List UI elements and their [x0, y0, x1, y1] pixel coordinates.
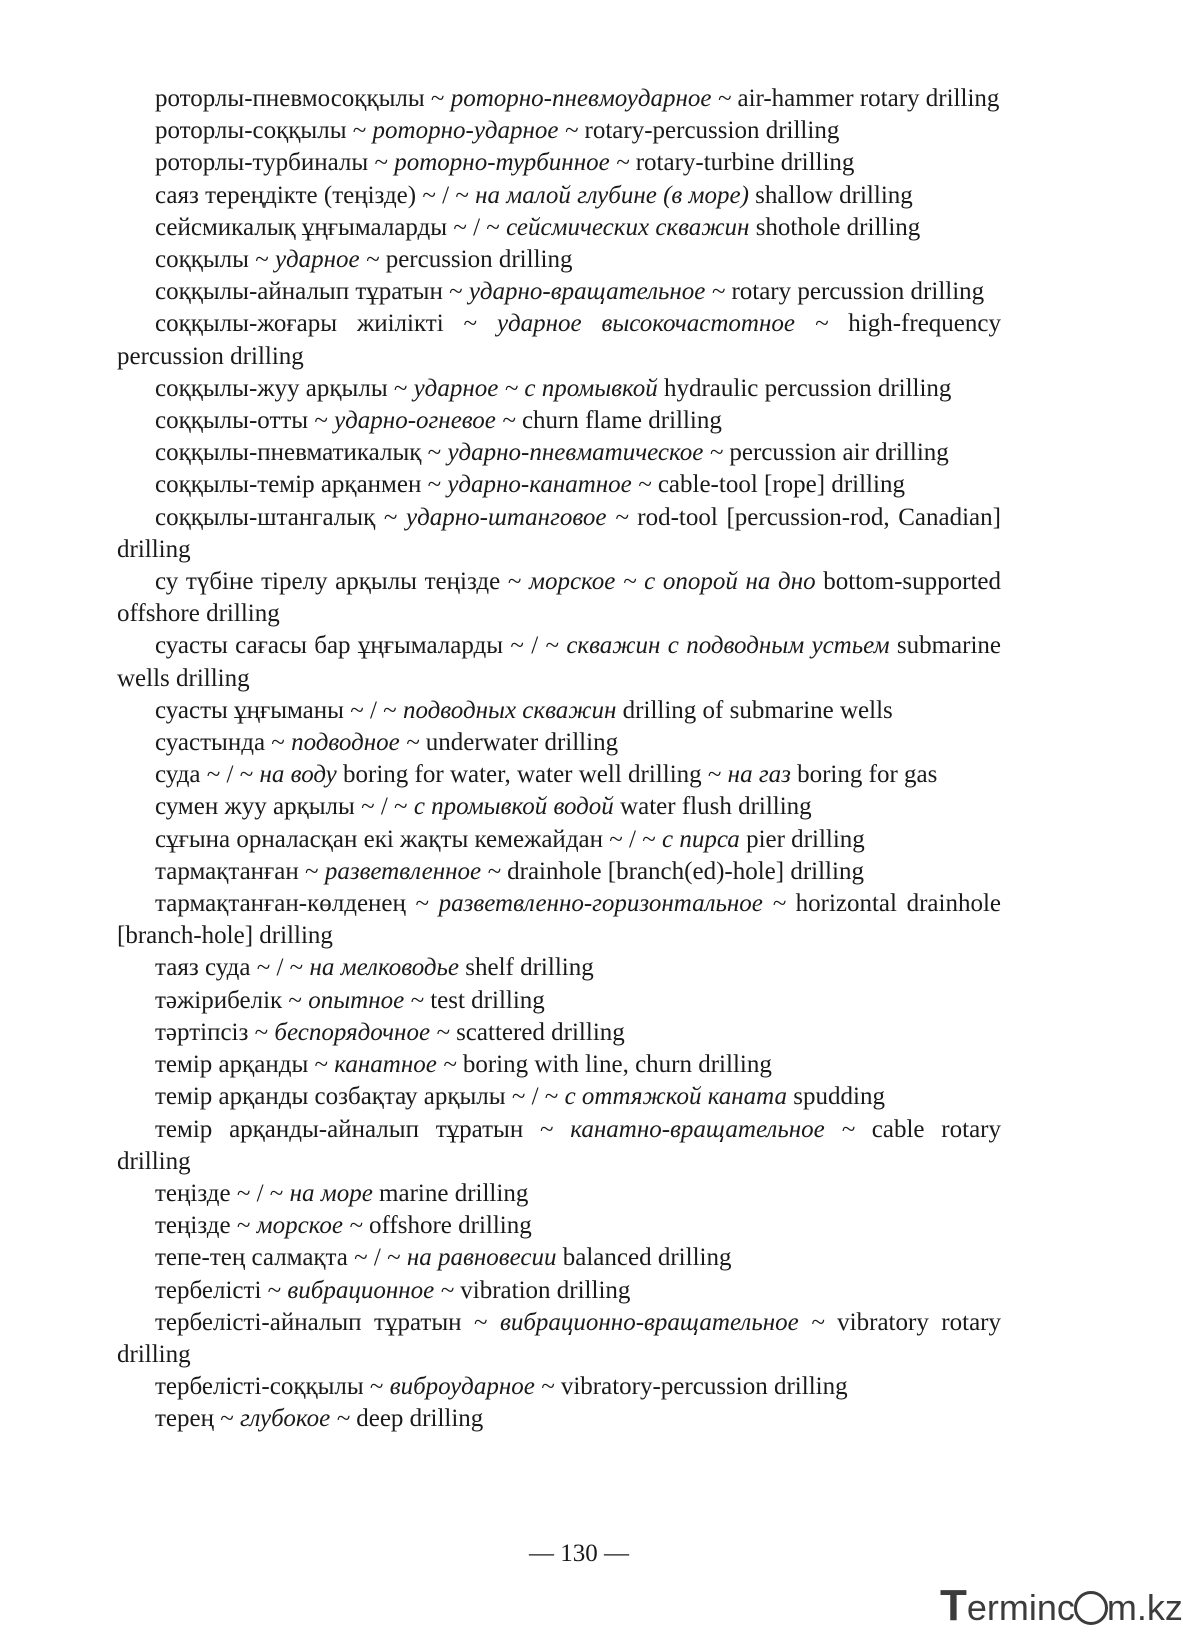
logo-text-suffix: m.kz: [1106, 1587, 1183, 1628]
russian-term: ударное ~ с промывкой: [413, 374, 658, 402]
logo-letter: T: [940, 1581, 967, 1630]
kazakh-term: суастында ~: [155, 729, 292, 757]
kazakh-term: теңізде ~ / ~: [155, 1179, 290, 1207]
russian-term: разветвленно-горизонтальное ~: [438, 890, 787, 918]
dictionary-entry: [117, 856, 1001, 888]
english-term: underwater drilling: [419, 729, 619, 757]
kazakh-term: тербелісті-соққылы ~: [155, 1373, 390, 1401]
kazakh-term: таяз суда ~ / ~: [155, 954, 310, 982]
dictionary-entry: [117, 1275, 1001, 1307]
english-term: balanced drilling: [556, 1244, 732, 1272]
dictionary-entry: [117, 791, 1001, 823]
dictionary-entry: [117, 1403, 1001, 1435]
dictionary-entry: [117, 502, 1001, 566]
russian-term: беспорядочное ~: [274, 1018, 450, 1046]
dictionary-entry: [117, 405, 1001, 437]
english-term: rotary percussion drilling: [725, 278, 985, 306]
dictionary-entry: [117, 1114, 1001, 1178]
kazakh-term: теңізде ~: [155, 1212, 257, 1240]
english-term: horizontal drainhole [branch-hole] drilling: [117, 890, 1001, 950]
russian-term: ударное высокочастотное ~: [496, 310, 829, 338]
russian-term: с оттяжкой каната: [564, 1083, 788, 1111]
dictionary-entry: [117, 373, 1001, 405]
russian-term: ударно-канатное ~: [447, 471, 652, 499]
russian-term: на равновесии: [406, 1244, 557, 1272]
kazakh-term: соққылы-отты ~: [155, 407, 335, 435]
english-term: pier drilling: [739, 825, 865, 853]
english-term: air-hammer rotary drilling: [731, 85, 1000, 112]
dictionary-entry: [117, 727, 1001, 759]
russian-term: вибрационное ~: [287, 1276, 455, 1304]
english-term: shallow drilling: [748, 181, 913, 209]
russian-term: на море: [289, 1179, 373, 1207]
english-term: boring with line, churn drilling: [456, 1051, 772, 1079]
english-term: high-frequency percussion drilling: [117, 310, 1001, 370]
kazakh-term: темір арқанды созбақтау арқылы ~ / ~: [155, 1083, 565, 1111]
english-term: vibration drilling: [454, 1276, 631, 1304]
dictionary-entry: [117, 469, 1001, 501]
english-term: percussion drilling: [379, 246, 573, 274]
english-term: shothole drilling: [749, 213, 921, 241]
page-number: — 130 —: [529, 1540, 629, 1567]
russian-term: разветвленное ~: [324, 857, 501, 885]
dictionary-entry: [117, 1049, 1001, 1081]
kazakh-term: темір арқанды ~: [155, 1051, 335, 1079]
english-term: test drilling: [423, 986, 545, 1014]
dictionary-entry: [117, 147, 1001, 179]
dictionary-entry: [117, 244, 1001, 276]
dictionary-entry: [117, 437, 1001, 469]
dictionary-entries: [117, 83, 1001, 1436]
english-term: submarine wells drilling: [117, 632, 1001, 692]
kazakh-term: соққылы-темір арқанмен ~: [155, 471, 448, 499]
english-term: vibratory rotary drilling: [117, 1308, 1001, 1368]
kazakh-term: терең ~: [155, 1405, 241, 1433]
kazakh-term: темір арқанды-айналып тұратын ~: [155, 1115, 571, 1143]
kazakh-term: соққылы-жуу арқылы ~: [155, 374, 414, 402]
dictionary-entry: [117, 888, 1001, 952]
dictionary-entry: [117, 83, 1001, 115]
dictionary-entry: [117, 1178, 1001, 1210]
logo-ring-icon: [1077, 1594, 1105, 1622]
kazakh-term: соққылы-жоғары жиілікті ~: [155, 310, 497, 338]
english-term: water flush drilling: [613, 793, 812, 821]
english-term: drilling of submarine wells: [616, 696, 893, 724]
kazakh-term: суда ~ / ~: [155, 761, 260, 789]
english-term: boring for water, water well drilling ~: [336, 761, 728, 789]
russian-term: ударно-вращательное ~: [468, 278, 726, 306]
kazakh-term: тербелісті ~: [155, 1276, 288, 1304]
russian-term: ударно-пневматическое ~: [447, 439, 724, 467]
kazakh-term: роторлы-пневмосоққылы ~: [155, 85, 451, 112]
russian-term: скважин с подводным устьем: [566, 632, 890, 660]
dictionary-entry: [117, 985, 1001, 1017]
english-term: drainhole [branch(ed)-hole] drilling: [500, 857, 864, 885]
kazakh-term: тәжірибелік ~: [155, 986, 309, 1014]
russian-term: на малой глубине (в море): [475, 181, 749, 209]
russian-term: на мелководье: [309, 954, 460, 982]
english-term: percussion air drilling: [723, 439, 949, 467]
dictionary-entry: [117, 695, 1001, 727]
english-term: churn flame drilling: [515, 407, 722, 435]
dictionary-entry: [117, 1242, 1001, 1274]
english-term: hydraulic percussion drilling: [657, 374, 952, 402]
kazakh-term: соққылы-айналып тұратын ~: [155, 278, 469, 306]
russian-term: роторно-турбинное ~: [394, 149, 630, 177]
english-term: rotary-turbine drilling: [629, 149, 855, 177]
kazakh-term: тәртіпсіз ~: [155, 1018, 275, 1046]
dictionary-entry: [117, 212, 1001, 244]
english-term: rotary-percussion drilling: [578, 117, 840, 145]
dictionary-entry: [117, 1081, 1001, 1113]
english-term: vibratory-percussion drilling: [554, 1373, 848, 1401]
logo-text-middle: erminc: [966, 1587, 1075, 1628]
kazakh-term: суасты ұңғыманы ~ / ~: [155, 696, 403, 724]
dictionary-entry: [117, 952, 1001, 984]
kazakh-term: сейсмикалық ұңғымаларды ~ / ~: [155, 213, 507, 241]
english-term: scattered drilling: [449, 1018, 625, 1046]
dictionary-entry: [117, 1371, 1001, 1403]
dictionary-entry: [117, 308, 1001, 372]
dictionary-entry: [117, 1307, 1001, 1371]
kazakh-term: су түбіне тірелу арқылы теңізде ~: [155, 568, 529, 596]
kazakh-term: тармақтанған-көлденең ~: [155, 890, 439, 918]
english-term: marine drilling: [372, 1179, 529, 1207]
english-term: deep drilling: [349, 1405, 484, 1433]
english-term: cable rotary drilling: [117, 1115, 1002, 1175]
kazakh-term: роторлы-турбиналы ~: [155, 149, 395, 177]
dictionary-entry: [117, 566, 1001, 630]
russian-term: глубокое ~: [240, 1405, 350, 1433]
dictionary-entry: [117, 759, 1001, 791]
english-term: offshore drilling: [362, 1212, 532, 1240]
russian-term: вибрационно-вращательное ~: [499, 1308, 825, 1336]
kazakh-term: соққылы-штангалық ~: [155, 503, 407, 531]
russian-term: роторно-пневмоударное ~: [450, 85, 732, 112]
kazakh-term: роторлы-соққылы ~: [155, 117, 373, 145]
dictionary-entry: [117, 1210, 1001, 1242]
russian-term: канатное ~: [334, 1051, 457, 1079]
russian-term: морское ~ с опорой на дно: [528, 568, 816, 596]
english-term: bottom-supported offshore drilling: [117, 568, 1001, 628]
kazakh-term: сумен жуу арқылы ~ / ~: [155, 793, 414, 821]
termincom-logo: [940, 1581, 1183, 1630]
dictionary-entry: [117, 276, 1001, 308]
russian-term: сейсмических скважин: [506, 213, 750, 241]
russian-term: подводное ~: [291, 729, 420, 757]
kazakh-term: соққылы-пневматикалық ~: [155, 439, 448, 467]
dictionary-entry: [117, 630, 1001, 694]
english-term: spudding: [787, 1083, 885, 1111]
russian-term: роторно-ударное ~: [372, 117, 579, 145]
dictionary-entry: [117, 180, 1001, 212]
russian-term: морское ~: [256, 1212, 363, 1240]
kazakh-term: саяз тереңдікте (теңізде) ~ / ~: [155, 181, 476, 209]
russian-term: ударное ~: [274, 246, 380, 274]
dictionary-entry: [117, 115, 1001, 147]
dictionary-entry: [117, 1017, 1001, 1049]
russian-term: виброударное ~: [389, 1373, 555, 1401]
kazakh-term: суасты сағасы бар ұңғымаларды ~ / ~: [155, 632, 567, 660]
kazakh-term: тербелісті-айналып тұратын ~: [155, 1308, 500, 1336]
kazakh-term: тармақтанған ~: [155, 857, 325, 885]
russian-term: канатно-вращательное ~: [570, 1115, 856, 1143]
russian-term: на воду: [259, 761, 337, 789]
russian-term: ударно-штанговое ~: [406, 503, 629, 531]
kazakh-term: соққылы ~: [155, 246, 275, 274]
english-term: shelf drilling: [459, 954, 594, 982]
russian-term: с промывкой водой: [413, 793, 614, 821]
english-term: rod-tool [percussion-rod, Canadian] drilling: [117, 503, 1001, 563]
kazakh-term: тепе-тең салмақта ~ / ~: [155, 1244, 407, 1272]
dictionary-entry: [117, 824, 1001, 856]
russian-term: ударно-огневое ~: [334, 407, 516, 435]
russian-term: на газ: [727, 761, 791, 789]
english-term: cable-tool [rope] drilling: [651, 471, 905, 499]
russian-term: опытное ~: [308, 986, 424, 1014]
english-term: boring for gas: [790, 761, 938, 789]
russian-term: подводных скважин: [402, 696, 617, 724]
russian-term: с пирса: [662, 825, 740, 853]
kazakh-term: сұғына орналасқан екі жақты кемежайдан ~ / ~: [155, 825, 663, 853]
